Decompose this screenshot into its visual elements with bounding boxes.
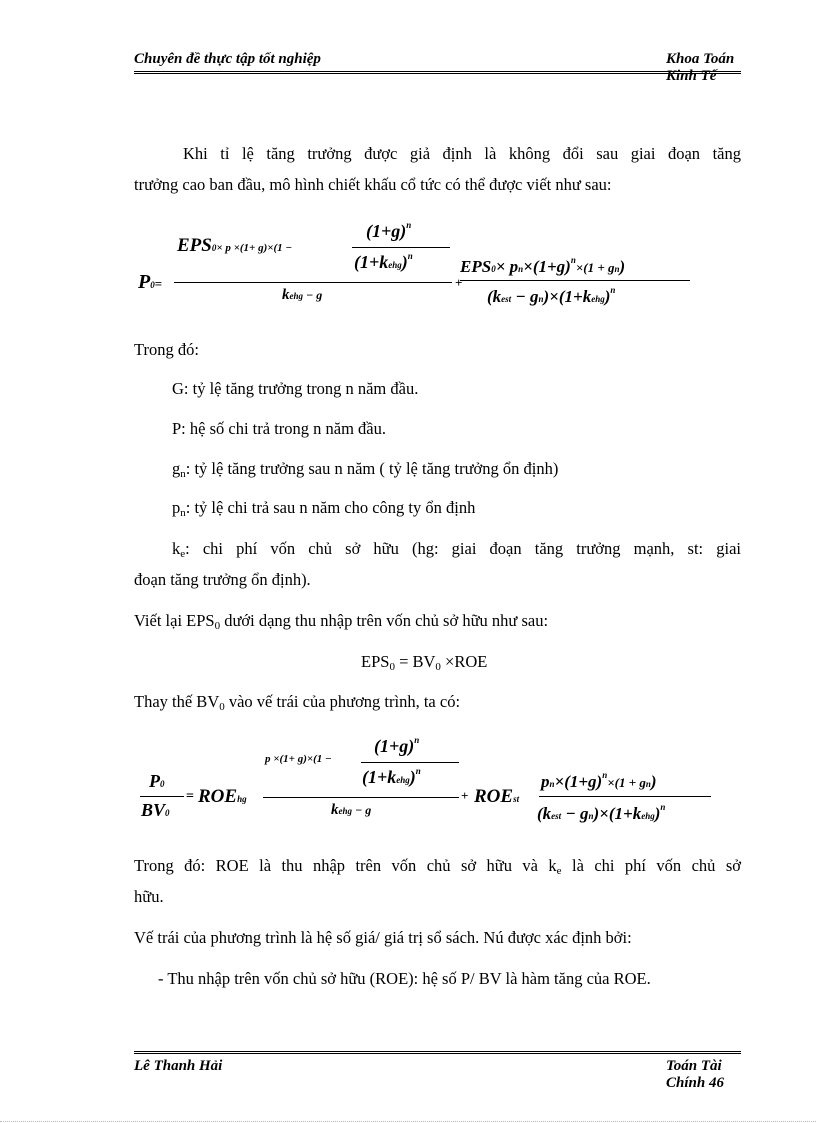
f2-lhs-num: P0 — [149, 771, 165, 791]
f1-num1: EPS0× p ×(1+ g)×(1 − — [177, 235, 293, 256]
eps-equation: $EPS_0 = BV_0 \times ROE$ — [361, 652, 488, 673]
f2-plus: + — [461, 788, 469, 803]
f1-main-line-2 — [460, 280, 690, 281]
f2-eq: = — [186, 789, 194, 804]
header-rule — [134, 71, 741, 72]
f1-num2: $EPS0\times pn\times(1+g)^n\times(1 + gn)$ — [460, 255, 626, 276]
ve-trai: Vế trái của phương trình là hệ số giá/ giá trị sổ sách. Nú được xác định bởi: — [134, 928, 632, 947]
header-rule-2 — [134, 73, 741, 74]
trong-do-1: Trong đó: — [134, 340, 199, 359]
def-ke-line2: đoạn tăng trưởng ổn định). — [134, 570, 311, 589]
f2-lhs-den: BV0 — [141, 800, 170, 820]
f2-num1-frac-num: $(1+g)^n$ — [374, 735, 420, 756]
f1-num1-frac-den: (1+kehg)$^n$ — [354, 251, 413, 272]
trong-do-2-line2: hữu. — [134, 887, 164, 906]
trong-do-2: Trong đó: ROE là thu nhập trên vốn chủ sở hữu và $k_e$ là chi phí vốn chủ sở — [134, 856, 741, 877]
para1-line1: Khi tỉ lệ tăng trưởng được giả định là không đổi sau giai đoạn tăng — [183, 144, 741, 163]
f1-main-line-1 — [174, 282, 452, 283]
page-edge — [0, 1121, 816, 1122]
header-right: Khoa Toán Kinh Tế — [666, 51, 735, 84]
f1-lhs: P0= — [138, 271, 163, 293]
def-P: P: hệ số chi trả trong n năm đầu. — [172, 419, 387, 438]
viet-lai: Viết lại $EPS_0$ dưới dạng thu nhập trên vốn chủ sở hữu như sau: — [134, 611, 549, 632]
def-G: G: tỷ lệ tăng trưởng trong n năm đầu. — [172, 379, 419, 398]
f2-den2: (kest − gn)×(1+kehg)$^n$ — [537, 802, 666, 823]
footer-right: Toán Tài Chính 46 — [666, 1058, 724, 1091]
f2-main-line-2 — [539, 796, 711, 797]
def-ke: $k_e$: chi phí vốn chủ sở hữu (hg: giai đoạn tăng trưởng mạnh, st: giai — [172, 539, 741, 560]
f1-plus: + — [455, 275, 463, 290]
def-pn: $p_n$: tỷ lệ chi trả sau n năm cho công ty ổn định — [172, 498, 476, 519]
bullet-roe: - Thu nhập trên vốn chủ sở hữu (ROE): hệ số P/ BV là hàm tăng của ROE. — [158, 969, 651, 988]
f2-num1-frac-den: (1+kehg)$^n$ — [362, 766, 421, 787]
f2-roe2: ROEst — [474, 786, 520, 807]
para1-line2: trưởng cao ban đầu, mô hình chiết khấu cổ tức có thể được viết như sau: — [134, 175, 612, 194]
footer-left: Lê Thanh Hải — [134, 1058, 223, 1074]
f2-den1: kehg − g — [331, 802, 372, 818]
f2-num2: $pn\times(1+g)^n\times(1 + gn)$ — [541, 770, 657, 791]
f1-den2: (kest − gn)×(1+kehg)$^n$ — [487, 285, 616, 306]
f2-main-line-1 — [263, 797, 459, 798]
def-gn: $g_n$: tỷ lệ tăng trưởng sau n năm ( tỷ lệ tăng trưởng ổn định) — [172, 459, 559, 480]
footer-rule-2 — [134, 1053, 741, 1054]
f2-inner-line — [361, 762, 459, 763]
f2-lhs-line — [140, 796, 184, 797]
header-left: Chuyên đề thực tập tốt nghiệp — [134, 51, 321, 67]
f1-den1: kehg − g — [282, 287, 323, 303]
f1-inner-line — [352, 247, 450, 248]
f2-roe1: ROEhg — [198, 786, 247, 807]
f1-num1-frac-num: $(1+g)^n$ — [366, 220, 412, 241]
f2-num1: p ×(1+ g)×(1 − — [265, 753, 332, 765]
footer-rule — [134, 1051, 741, 1052]
thay-the: Thay thế $BV_0$ vào vế trái của phương trình, ta có: — [134, 692, 461, 713]
